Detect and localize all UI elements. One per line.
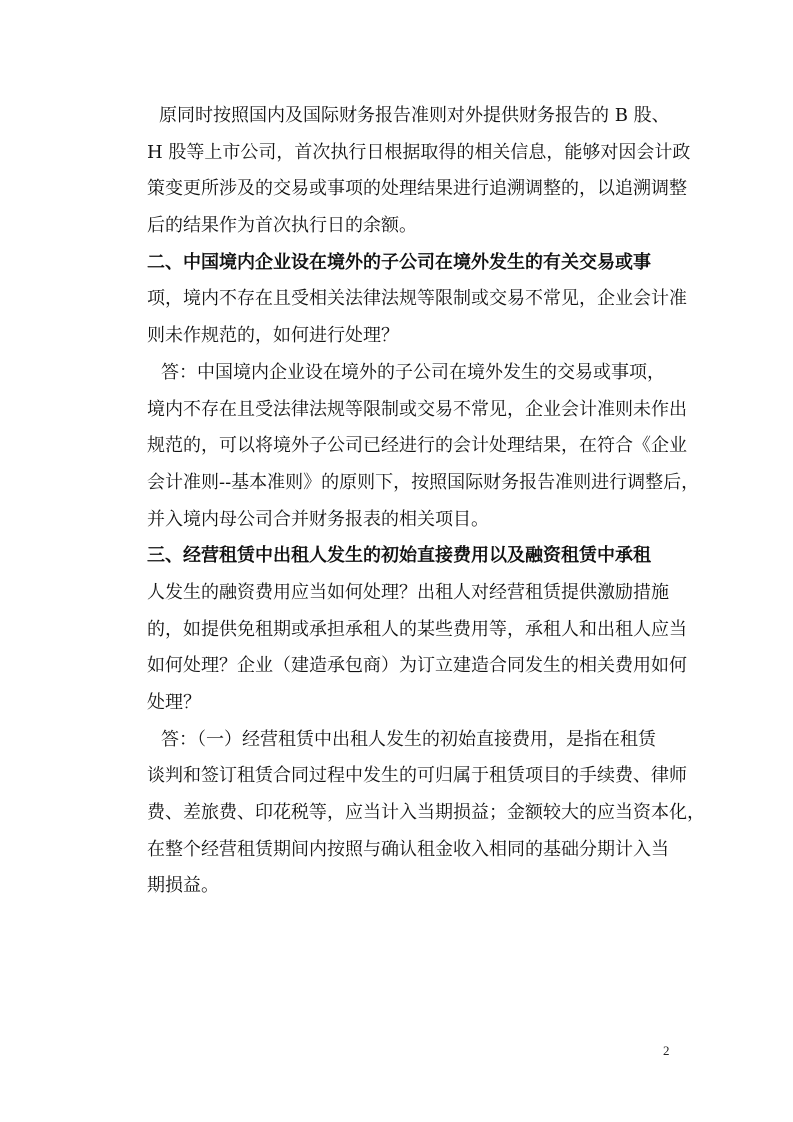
page-number: 2 (663, 1043, 670, 1058)
question-2 (147, 245, 687, 355)
text-line: 期损益。 (147, 875, 219, 897)
text-line: 费、差旅费、印花税等，应当计入当期损益；金额较大的应当资本化， (147, 802, 705, 824)
text-line: 项，境内不存在且受相关法律法规等限制或交易不常见，企业会计准 (147, 288, 687, 310)
text-line: 二、中国境内企业设在境外的子公司在境外发生的有关交易或事 (147, 251, 651, 273)
text-line: 后的结果作为首次执行日的余额。 (147, 215, 417, 237)
text-line: 并入境内母公司合并财务报表的相关项目。 (147, 508, 489, 530)
text-line: 处理？ (147, 692, 201, 713)
text-line: 答：（一）经营租赁中出租人发生的初始直接费用，是指在租赁 (161, 728, 656, 750)
text-line: 答：中国境内企业设在境外的子公司在境外发生的交易或事项， (161, 361, 665, 383)
text-line: 策变更所涉及的交易或事项的处理结果进行追溯调整的，以追溯调整 (147, 178, 687, 200)
text-line: 境内不存在且受法律法规等限制或交易不常见，企业会计准则未作出 (147, 398, 687, 420)
body-text (147, 98, 705, 905)
text-line: 在整个经营租赁期间内按照与确认租金收入相同的基础分期计入当 (147, 838, 669, 860)
text-line: 三、经营租赁中出租人发生的初始直接费用以及融资租赁中承租 (147, 545, 651, 567)
text-line: 原同时按照国内及国际财务报告准则对外提供财务报告的 B 股、 (159, 105, 670, 126)
text-line: 规范的，可以将境外子公司已经进行的会计处理结果，在符合《企业 (147, 435, 687, 457)
text-line: 会计准则--基本准则》的原则下，按照国际财务报告准则进行调整后， (147, 471, 700, 493)
text-line: 人发生的融资费用应当如何处理？出租人对经营租赁提供激励措施 (147, 581, 669, 603)
text-line: 则未作规范的，如何进行处理？ (147, 325, 399, 347)
paragraph-continuation (147, 98, 691, 245)
answer-2 (147, 355, 700, 538)
text-line: 如何处理？企业（建造承包商）为订立建造合同发生的相关费用如何 (147, 655, 687, 677)
text-line: 谈判和签订租赁合同过程中发生的可归属于租赁项目的手续费、律师 (147, 765, 687, 787)
question-3 (147, 538, 687, 721)
answer-3 (147, 722, 705, 905)
text-line: H 股等上市公司，首次执行日根据取得的相关信息，能够对因会计政 (147, 141, 691, 163)
text-line: 的，如提供免租期或承担承租人的某些费用等，承租人和出租人应当 (147, 618, 687, 640)
